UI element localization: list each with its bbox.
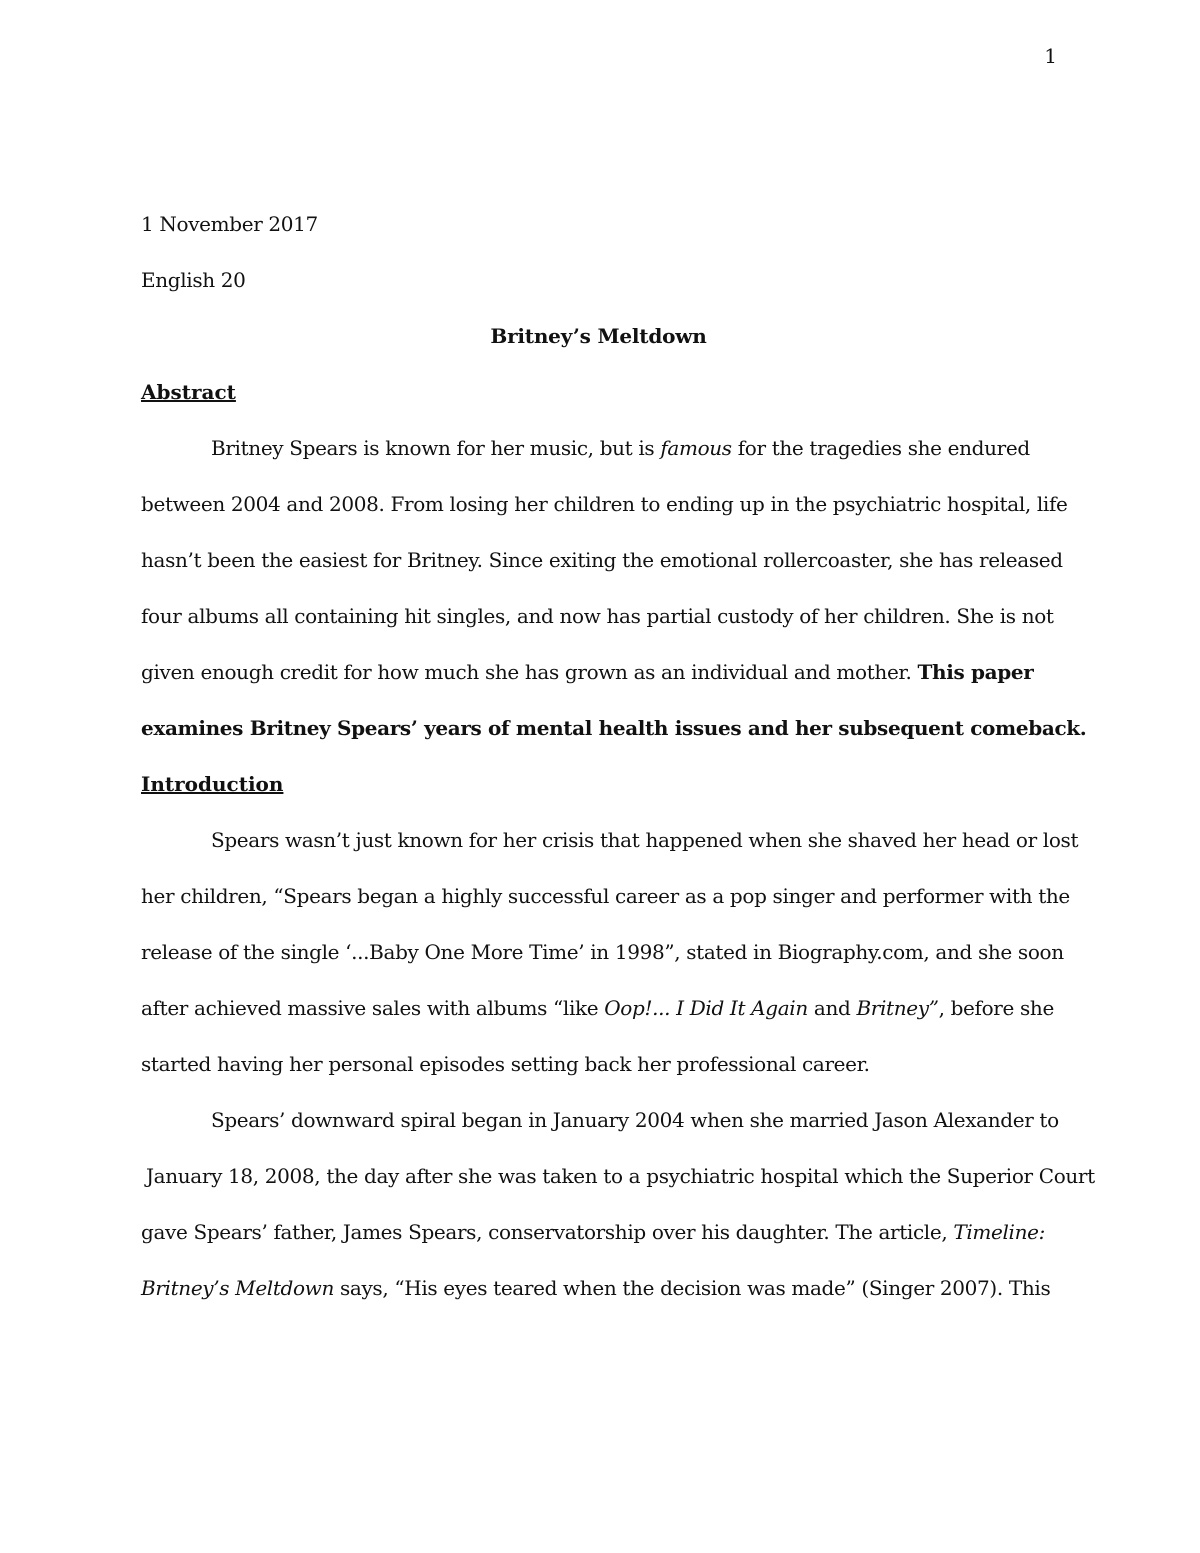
page-number: 1	[1044, 44, 1057, 68]
text-run: after achieved massive sales with albums “like	[141, 996, 605, 1020]
course-line: English 20	[141, 268, 246, 292]
intro-line: January 18, 2008, the day after she was taken to a psychiatric hospital which the Superior Court	[146, 1164, 1095, 1188]
abstract-heading: Abstract	[141, 380, 236, 404]
intro-line: her children, “Spears began a highly successful career as a pop singer and performer with the	[141, 884, 1070, 908]
text-run: Britney Spears is known for her music, but is	[211, 436, 661, 460]
intro-line: release of the single ‘...Baby One More Time’ in 1998”, stated in Biography.com, and she soon	[141, 940, 1064, 964]
intro-line	[141, 1204, 1056, 1260]
text-run: given enough credit for how much she has grown as an individual and mother.	[141, 660, 918, 684]
thesis-text: This paper	[917, 660, 1034, 684]
document-title: Britney’s Meltdown	[490, 324, 707, 348]
text-run: for the tragedies she endured	[731, 436, 1030, 460]
text-run: and	[807, 996, 857, 1020]
abstract-line	[141, 644, 1056, 700]
article-title: Timeline:	[953, 1220, 1045, 1244]
intro-line: Spears’ downward spiral began in January 2004 when she married Jason Alexander to	[211, 1108, 1059, 1132]
album-title: Oop!... I Did It Again	[604, 996, 808, 1020]
album-title: Britney”	[856, 996, 939, 1020]
abstract-line: between 2004 and 2008. From losing her children to ending up in the psychiatric hospital, life	[141, 492, 1068, 516]
document-body	[141, 196, 1095, 1316]
text-run: , before she	[938, 996, 1054, 1020]
emphasis-text: famous	[660, 436, 732, 460]
thesis-line: examines Britney Spears’ years of mental health issues and her subsequent comeback.	[141, 716, 1087, 740]
intro-line	[141, 1260, 1056, 1316]
text-run: gave Spears’ father, James Spears, conservatorship over his daughter. The article,	[141, 1220, 954, 1244]
abstract-line: four albums all containing hit singles, and now has partial custody of her children. She is not	[141, 604, 1054, 628]
intro-line: Spears wasn’t just known for her crisis that happened when she shaved her head or lost	[211, 828, 1079, 852]
abstract-line	[141, 420, 1056, 476]
abstract-line: hasn’t been the easiest for Britney. Since exiting the emotional rollercoaster, she has released	[141, 548, 1063, 572]
intro-line: started having her personal episodes setting back her professional career.	[141, 1052, 870, 1076]
text-run: says, “His eyes teared when the decision was made” (Singer 2007). This	[333, 1276, 1051, 1300]
date-line: 1 November 2017	[141, 212, 318, 236]
introduction-heading: Introduction	[141, 772, 284, 796]
article-title: Britney’s Meltdown	[141, 1276, 334, 1300]
intro-line	[141, 980, 1056, 1036]
